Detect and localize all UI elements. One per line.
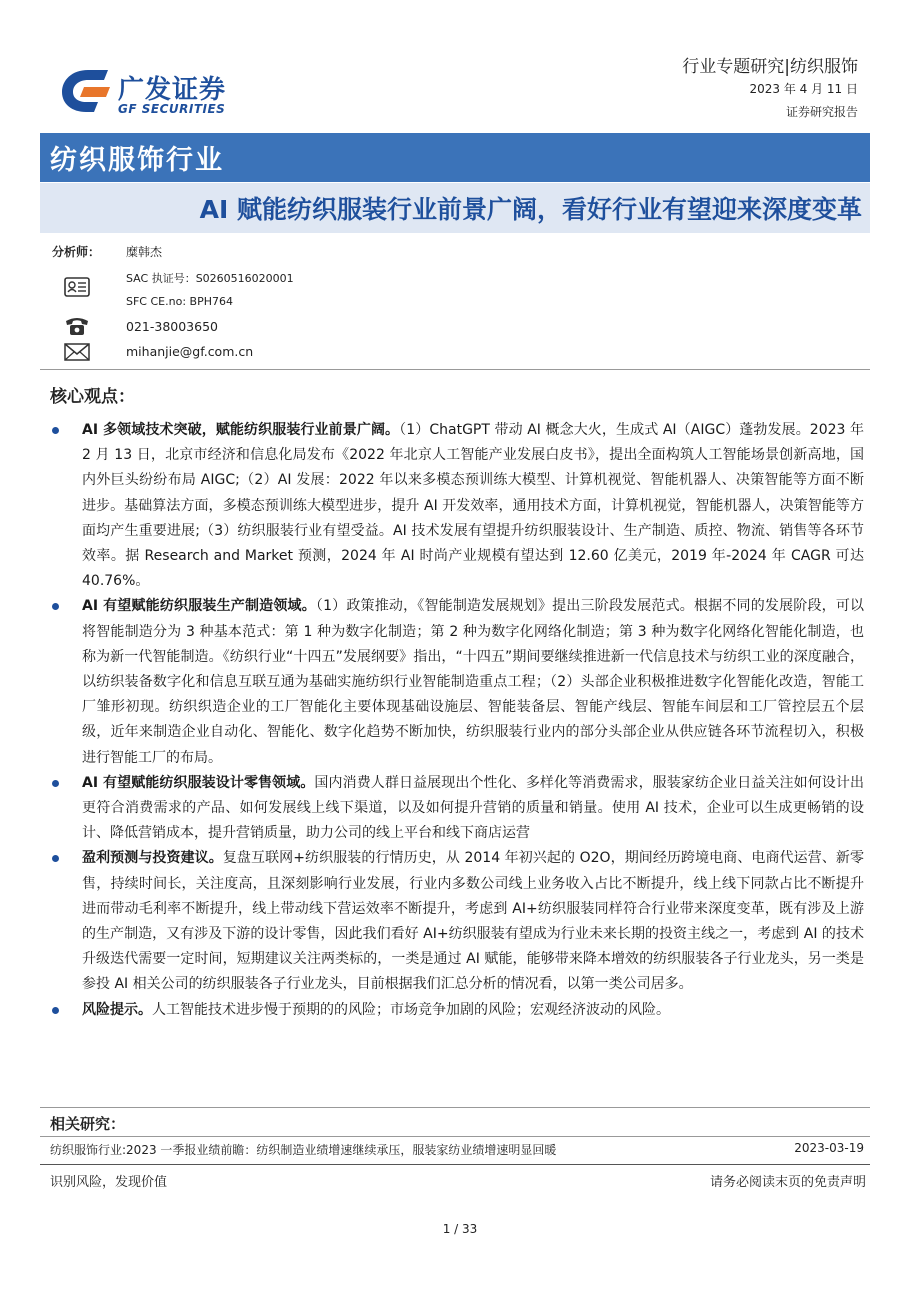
analyst-name: 糜韩杰 — [126, 245, 163, 259]
report-date: 2023 年 4 月 11 日 — [749, 82, 858, 96]
bullet-text: （1）ChatGPT 带动 AI 概念大火，生成式 AI（AIGC）蓬勃发展。2023 年 2 月 13 日，北京市经济和信息化局发布《2022 年北京人工智能产业发展白皮书》，提出全面构筑人工智能场景创新高地，国内外巨头纷纷布局 AIGC;（2）AI 发展：2022 年以来多模态预训练大模型、计算机视觉、智能机器人、决策智能等方面不断进步。基础算法方面，多模态预训练大模型进步，提升 AI 开发效率，通用技术方面，计算机视觉，智能机器人，决策智能等方面均产生重要进展;（3）纺织服装行业有望受益。AI 技术发展有望提升纺织服装设计、生产制造、质控、物流、销售等各环节效率。据 Research and Market 预测，2024 年 AI 时尚产业规模有望达到 12.60 亿美元，2019 年-2024 年 CAGR 可达 40.76%。 — [82, 422, 864, 590]
list-item — [50, 998, 864, 1023]
bullet-text: 国内消费人群日益展现出个性化、多样化等消费需求，服装家纺企业日益关注如何设计出更符合消费需求的产品、如何发展线上线下渠道，以及如何提升营销的质量和销量。使用 AI 技术，企业可以生成更畅销的设计、降低营销成本，提升营销质量，助力公司的线上平台和线下商店运营 — [82, 774, 864, 842]
bullet-heading: AI 有望赋能纺织服装设计零售领域。 — [82, 774, 315, 791]
bullet-heading: 风险提示。 — [82, 1001, 152, 1018]
report-category: 行业专题研究|纺织服饰 — [682, 57, 858, 77]
report-type: 证券研究报告 — [785, 105, 858, 119]
logo — [58, 66, 114, 116]
mail-icon — [63, 342, 91, 366]
gf-logo-mark-icon — [58, 66, 114, 116]
bullet-text: 复盘互联网+纺织服装的行情历史，从 2014 年初兴起的 O2O，期间经历跨境电商、电商代运营、新零售，持续时间长，关注度高，且深刻影响行业发展，行业内多数公司线上业务收入占比不断提升，线上线下同款占比不断提升进而带动毛利率不断提升，线上带动线下营运效率不断提升，考虑到 AI+纺织服装同样符合行业带来深度变革，既有涉及上游的生产制造，又有涉及下游的设计零售，因此我们看好 AI+纺织服装有望成为行业未来长期的投资主线之一，考虑到 AI 的技术升级迭代需要一定时间，短期建议关注两类标的，一类是通过 AI 赋能，能够带来降本增效的纺织服装各子行业龙头，另一类是参投 AI 相关公司的纺织服装各子行业龙头，目前根据我们汇总分析的情况看，以第一类公司居多。 — [82, 850, 865, 993]
divider — [40, 1107, 870, 1108]
certificate-icon — [63, 276, 91, 304]
page-number: 1 / 33 — [442, 1222, 478, 1236]
analyst-label: 分析师： — [52, 245, 101, 259]
footer-disclaimer: 请务必阅读末页的免责声明 — [709, 1175, 866, 1190]
bullet-heading: AI 有望赋能纺织服装生产制造领域。 — [82, 598, 316, 615]
list-item — [50, 846, 864, 997]
bullet-text: 人工智能技术进步慢于预期的的风险；市场竞争加剧的风险；宏观经济波动的风险。 — [152, 1001, 670, 1018]
core-views-title: 核心观点： — [50, 387, 135, 407]
bullet-heading: 盈利预测与投资建议。 — [82, 850, 223, 867]
list-item — [50, 418, 864, 594]
core-views-list — [50, 418, 864, 1023]
sfc-number: SFC CE.no: BPH764 — [126, 295, 233, 308]
divider — [40, 1136, 870, 1137]
sac-number: SAC 执证号：S0260516020001 — [126, 272, 294, 285]
related-item-title[interactable]: 纺织服饰行业:2023 一季报业绩前瞻：纺织制造业绩增速继续承压，服装家纺业绩增速明显回暖 — [50, 1143, 557, 1157]
industry-name: 纺织服饰行业 — [50, 145, 224, 176]
analyst-phone: 021-38003650 — [126, 319, 218, 334]
related-item-date: 2023-03-19 — [794, 1141, 864, 1155]
bullet-text: （1）政策推动，《智能制造发展规划》提出三阶段发展范式。根据不同的发展阶段，可以将智能制造分为 3 种基本范式：第 1 种为数字化制造；第 2 种为数字化网络化制造；第 3 种为数字化网络化智能化制造，也称为新一代智能制造。《纺织行业“十四五”发展纲要》指出，“十四五”期间要继续推进新一代信息技术与纺织工业的深度融合，以纺织装备数字化和信息互联互通为基础实施纺织行业智能制造重点工程；（2）头部企业积极推进数字化智能化改造，智能工厂雏形初现。纺织织造企业的工厂智能化主要体现基础设施层、智能装备层、智能产线层、智能车间层和工厂管控层五个层级，近年来制造企业自动化、智能化、数字化趋势不断加快，纺织服装行业内的部分头部企业从供应链各环节流程切入，积极进行智能工厂的布局。 — [82, 598, 865, 766]
analyst-email[interactable]: mihanjie@gf.com.cn — [126, 344, 254, 359]
report-title: AI 赋能纺织服装行业前景广阔，看好行业有望迎来深度变革 — [199, 195, 862, 224]
divider — [40, 369, 870, 370]
footer-slogan: 识别风险，发现价值 — [50, 1175, 168, 1190]
divider — [40, 1164, 870, 1165]
phone-icon — [63, 315, 91, 341]
brand-name-cn: 广发证券 — [118, 75, 227, 105]
bullet-heading: AI 多领域技术突破，赋能纺织服装行业前景广阔。 — [82, 422, 400, 438]
list-item — [50, 771, 864, 847]
related-title: 相关研究： — [50, 1115, 126, 1133]
list-item — [50, 594, 864, 770]
brand-name-en: GF SECURITIES — [118, 102, 226, 116]
